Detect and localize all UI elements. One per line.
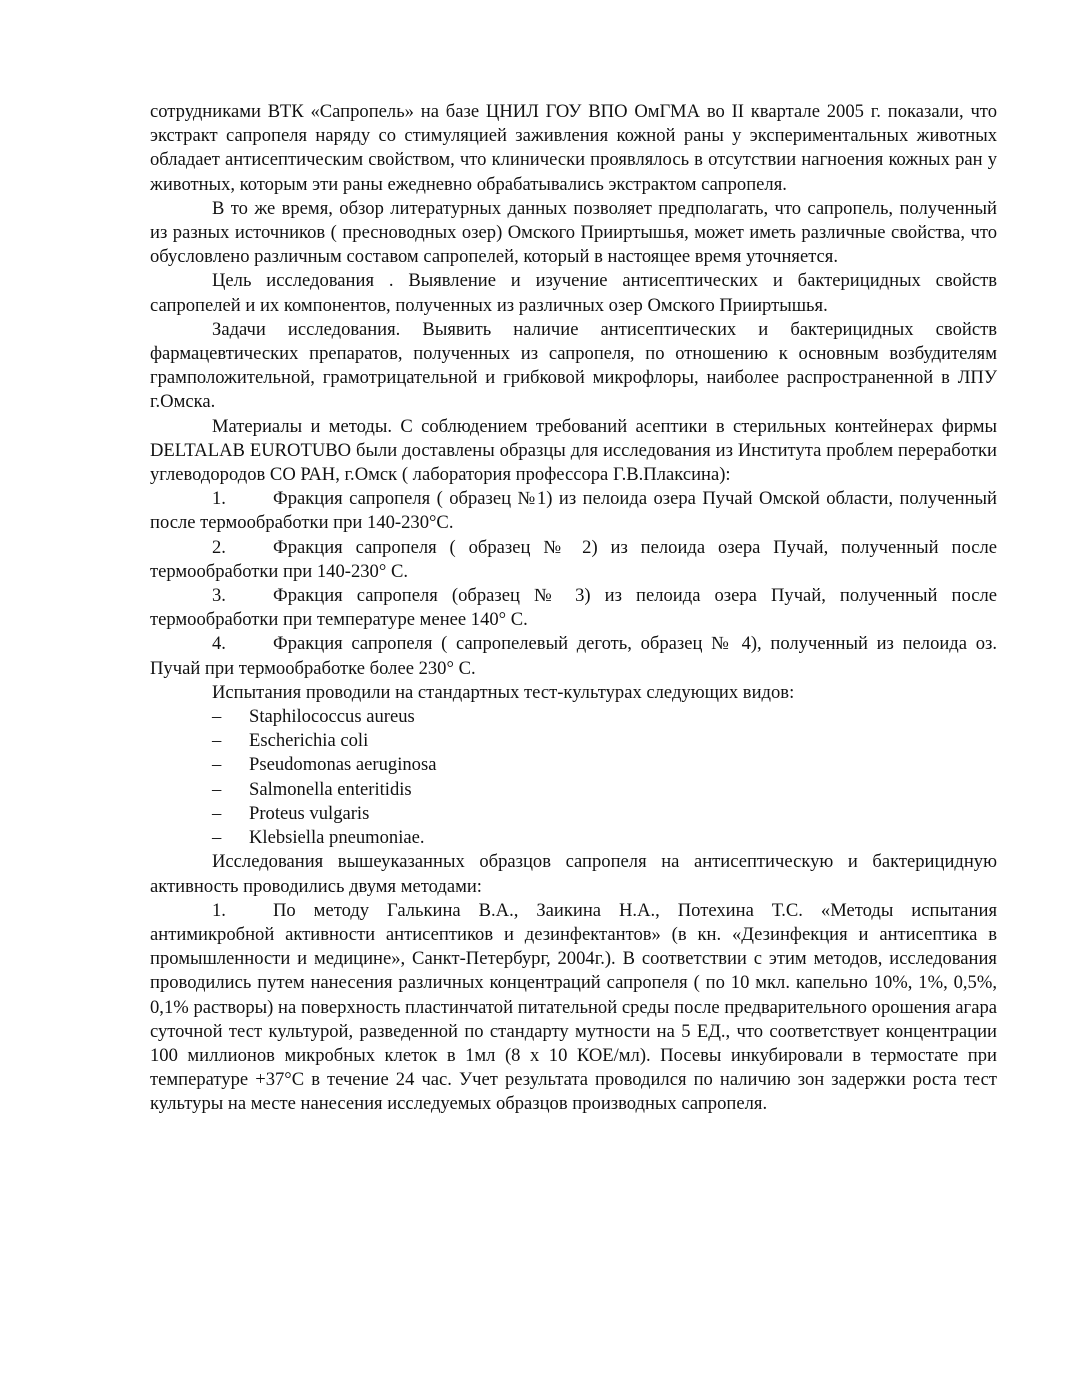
dash-bullet: –	[212, 827, 222, 849]
culture-item	[150, 705, 997, 729]
sample-item-text: Фракция сапропеля (образец № 3) из пелоида озера Пучай, полученный после термообработки при температуре менее 140° С.	[150, 585, 997, 631]
dash-bullet: –	[212, 730, 222, 752]
dash-bullet: –	[212, 802, 222, 824]
sample-item-number: 2.	[212, 536, 226, 558]
dash-bullet: –	[212, 706, 222, 728]
paragraph-materials-methods: Материалы и методы. С соблюдением требований асептики в стерильных контейнерах фирмы DELTALAB EUROTUBO были доставлены образцы для исследования из Института проблем переработки углеводородов СО РАН, г.Омск ( лаборатория профессора Г.В.Плаксина):	[150, 415, 997, 486]
sample-item-number: 1.	[212, 488, 226, 510]
paragraph-methods-intro: Исследования вышеуказанных образцов сапропеля на антисептическую и бактерицидную активность проводились двумя методами:	[150, 851, 997, 897]
sample-list	[150, 487, 997, 681]
culture-item	[150, 802, 997, 826]
culture-item	[150, 729, 997, 753]
dash-bullet: –	[212, 778, 222, 800]
paragraph-test-cultures-intro: Испытания проводили на стандартных тест-культурах следующих видов:	[212, 681, 795, 703]
paragraph-literature-review: В то же время, обзор литературных данных позволяет предполагать, что сапропель, полученный из разных источников ( пресноводных озер) Омского Прииртышья, может иметь различные свойства, что обусловлено различным составом сапропелей, который в настоящее время уточняется.	[150, 197, 997, 268]
document-page	[150, 100, 997, 1117]
culture-name: Escherichia coli	[249, 730, 369, 752]
sample-item	[150, 632, 997, 680]
sample-item	[150, 584, 997, 632]
culture-name: Staphilococcus aureus	[249, 706, 415, 728]
sample-item-number: 3.	[212, 585, 226, 607]
culture-item	[150, 778, 997, 802]
method-item-number: 1.	[212, 899, 226, 921]
paragraph-research-tasks: Задачи исследования. Выявить наличие антисептических и бактерицидных свойств фармацевтических препаратов, полученных из сапропеля, по отношению к основным возбудителям грамположительной, грамотрицательной и грибковой микрофлоры, наиболее распространенной в ЛПУ г.Омска.	[150, 318, 997, 413]
culture-name: Klebsiella pneumoniae.	[249, 827, 425, 849]
sample-item-text: Фракция сапропеля ( образец № 2) из пелоида озера Пучай, полученный после термообработки при 140-230° С.	[150, 536, 997, 582]
paragraph-intro-continuation: сотрудниками ВТК «Сапропель» на базе ЦНИЛ ГОУ ВПО ОмГМА во II квартале 2005 г. показали, что экстракт сапропеля наряду со стимуляцией заживления кожной раны у экспериментальных животных обладает антисептическим свойством, что клинически проявлялось в отсутствии нагноения кожных ран у животных, которым эти раны ежедневно обрабатывались экстрактом сапропеля.	[150, 101, 997, 195]
sample-item-text: Фракция сапропеля ( образец №1) из пелоида озера Пучай Омской области, полученный после термообработки при 140-230°С.	[150, 488, 997, 534]
sample-item-text: Фракция сапропеля ( сапропелевый деготь, образец № 4), полученный из пелоида оз. Пучай при термообработке более 230° С.	[150, 633, 997, 679]
method-item-text: По методу Галькина В.А., Заикина Н.А., Потехина Т.С. «Методы испытания антимикробной активности антисептиков и дезинфектантов» (в кн. «Дезинфекция и антисептика в промышленности и медицине», Санкт-Петербург, 2004г.). В соответствии с этим методов, исследования проводились путем нанесения различных концентраций сапропеля ( по 10 мкл. капельно 10%, 1%, 0,5%, 0,1% растворы) на поверхность пластинчатой питательной среды после предварительного орошения агара суточной тест культурой, разведенной по стандарту мутности на 5 ЕД., что соответствует концентрации 100 миллионов микробных клеток в 1мл (8 х 10 КОЕ/мл). Посевы инкубировали в термостате при температуре +37°С в течение 24 час. Учет результата проводился по наличию зон задержки роста тест культуры на месте нанесения исследуемых образцов производных сапропеля.	[150, 899, 997, 1115]
culture-list	[150, 705, 997, 850]
culture-name: Proteus vulgaris	[249, 802, 370, 824]
sample-item	[150, 536, 997, 584]
culture-name: Salmonella enteritidis	[249, 778, 412, 800]
culture-item	[150, 753, 997, 777]
paragraph-research-goal: Цель исследования . Выявление и изучение антисептических и бактерицидных свойств сапропелей и их компонентов, полученных из различных озер Омского Прииртышья.	[150, 270, 997, 316]
sample-item-number: 4.	[212, 633, 226, 655]
culture-name: Pseudomonas aeruginosa	[249, 754, 437, 776]
method-item	[150, 899, 997, 1117]
culture-item	[150, 826, 997, 850]
sample-item	[150, 487, 997, 535]
dash-bullet: –	[212, 754, 222, 776]
